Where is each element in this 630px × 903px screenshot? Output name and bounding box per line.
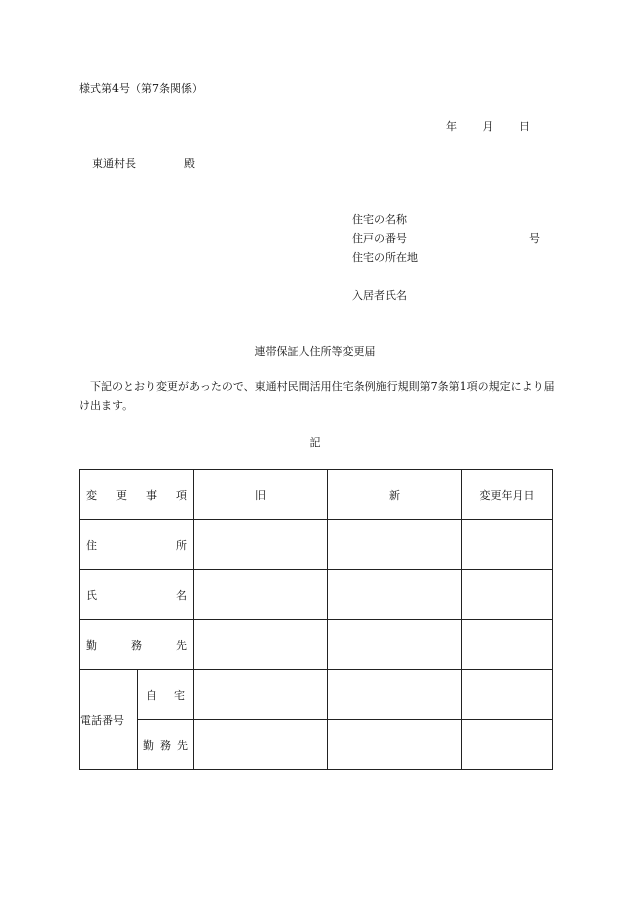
ki-marker: 記 xyxy=(309,436,321,449)
row-label-char: 務 xyxy=(131,638,142,652)
unit-number-suffix: 号 xyxy=(529,232,540,245)
phone-home-new-cell[interactable] xyxy=(328,670,462,720)
change-table xyxy=(79,469,553,770)
phone-home-date-cell[interactable] xyxy=(462,670,553,720)
header-item-cell xyxy=(80,470,194,520)
header-item-char: 事 xyxy=(146,488,157,502)
table-header-row xyxy=(80,470,553,520)
table-row-address xyxy=(80,520,553,570)
date-line xyxy=(446,118,530,134)
addressee-honorific: 殿 xyxy=(184,157,195,170)
date-year-label: 年 xyxy=(446,120,457,133)
document-title: 連帯保証人住所等変更届 xyxy=(254,345,376,358)
date-month-label: 月 xyxy=(482,120,494,133)
phone-work-new-cell[interactable] xyxy=(328,720,462,770)
addressee-name: 東通村長 xyxy=(92,157,136,170)
housing-name-label: 住宅の名称 xyxy=(352,213,407,226)
row-label-char: 勤 xyxy=(143,738,154,752)
workplace-old-cell[interactable] xyxy=(194,620,328,670)
workplace-new-cell[interactable] xyxy=(328,620,462,670)
address-new-cell[interactable] xyxy=(328,520,462,570)
phone-work-date-cell[interactable] xyxy=(462,720,553,770)
row-label-address xyxy=(80,520,194,570)
header-change-date: 変更年月日 xyxy=(462,470,553,520)
header-item-label xyxy=(80,487,193,503)
table-row-workplace xyxy=(80,620,553,670)
date-day-label: 日 xyxy=(519,120,530,133)
phone-work-old-cell[interactable] xyxy=(194,720,328,770)
resident-name-label: 入居者氏名 xyxy=(352,289,407,302)
row-label-char: 自 xyxy=(146,688,157,702)
name-new-cell[interactable] xyxy=(328,570,462,620)
table-row-phone-home xyxy=(80,670,553,720)
row-label-char: 名 xyxy=(176,588,187,602)
row-label-char: 先 xyxy=(177,738,188,752)
row-sublabel-home xyxy=(138,670,194,720)
table-row-phone-work xyxy=(80,720,553,770)
name-old-cell[interactable] xyxy=(194,570,328,620)
form-number: 様式第4号（第7条関係） xyxy=(79,82,203,95)
header-item-char: 変 xyxy=(86,488,97,502)
unit-number-label: 住戸の番号 xyxy=(352,232,407,245)
table-row-name xyxy=(80,570,553,620)
phone-home-old-cell[interactable] xyxy=(194,670,328,720)
unit-number-row xyxy=(352,230,540,246)
workplace-date-cell[interactable] xyxy=(462,620,553,670)
header-old: 旧 xyxy=(194,470,328,520)
header-item-char: 更 xyxy=(116,488,127,502)
address-old-cell[interactable] xyxy=(194,520,328,570)
name-date-cell[interactable] xyxy=(462,570,553,620)
row-label-char: 氏 xyxy=(86,588,97,602)
row-label-char: 宅 xyxy=(174,688,185,702)
housing-address-label: 住宅の所在地 xyxy=(352,251,418,264)
row-label-char: 所 xyxy=(176,538,187,552)
row-label-name xyxy=(80,570,194,620)
row-label-char: 先 xyxy=(176,638,187,652)
header-item-char: 項 xyxy=(176,488,187,502)
address-date-cell[interactable] xyxy=(462,520,553,570)
header-new: 新 xyxy=(328,470,462,520)
row-label-char: 住 xyxy=(86,538,97,552)
body-text: 下記のとおり変更があったので、東通村民間活用住宅条例施行規則第7条第1項の規定により届け出ます。 xyxy=(79,380,555,412)
row-label-workplace xyxy=(80,620,194,670)
row-label-char: 務 xyxy=(160,738,171,752)
addressee xyxy=(92,155,195,171)
row-label-char: 勤 xyxy=(86,638,97,652)
row-label-phone: 電話番号 xyxy=(80,670,138,770)
row-sublabel-work xyxy=(138,720,194,770)
